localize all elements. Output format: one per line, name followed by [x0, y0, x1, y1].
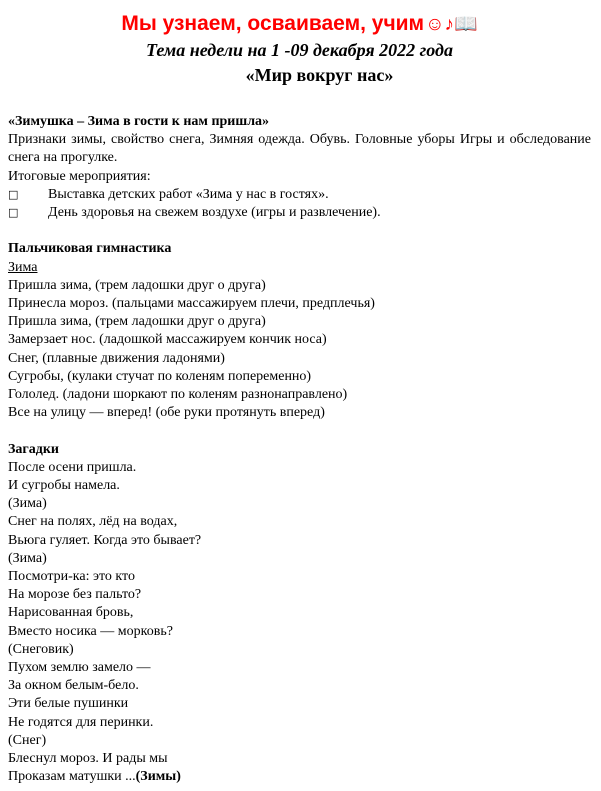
riddle-line: Эти белые пушинки — [8, 696, 129, 712]
riddle-answer: (Снеговик) — [8, 641, 74, 657]
section-heading-finger-gym: Пальчиковая гимнастика — [8, 241, 172, 257]
riddle-line: Вместо носика — морковь? — [8, 623, 173, 639]
document-title — [8, 10, 591, 38]
poem-line: Пришла зима, (трем ладошки друг о друга) — [8, 314, 266, 330]
poem-line: Снег, (плавные движения ладонями) — [8, 350, 225, 366]
list-item: □ Выставка детских работ «Зима у нас в гостях». — [8, 186, 591, 204]
riddle-line: Вьюга гуляет. Когда это бывает? — [8, 532, 202, 548]
poem-line: Замерзает нос. (ладошкой массажируем кончик носа) — [8, 332, 327, 348]
section-text-winter: Признаки зимы, свойство снега, Зимняя одежда. Обувь. Головные уборы Игры и обследование снега на прогулке. — [8, 132, 591, 166]
riddle-line: Блеснул мороз. И рады мы — [8, 751, 168, 767]
poem-title: Зима — [8, 259, 38, 275]
riddle-line: Посмотри-ка: это кто — [8, 569, 135, 585]
events-label: Итоговые мероприятия: — [8, 168, 151, 184]
riddle-line: На морозе без пальто? — [8, 587, 142, 603]
riddle-answer: (Снег) — [8, 732, 47, 748]
section-heading-riddles: Загадки — [8, 441, 59, 457]
title-emoji-icons: ☺♪📖 — [425, 14, 478, 35]
poem-line: Гололед. (ладони шоркают по коленям разнонаправлено) — [8, 387, 348, 403]
document-page — [8, 10, 591, 786]
section-heading-winter: «Зимушка – Зима в гости к нам пришла» — [8, 114, 270, 129]
riddle-answer-bold: (Зимы) — [135, 769, 181, 785]
riddle-line: За окном белым-бело. — [8, 678, 139, 694]
poem-line: Принесла мороз. (пальцами массажируем плечи, предплечья) — [8, 296, 375, 312]
poem-line: Все на улицу — вперед! (обе руки протянуть вперед) — [8, 405, 325, 421]
list-item: □ День здоровья на свежем воздухе (игры и развлечение). — [8, 204, 591, 222]
title-text: Мы узнаем, осваиваем, учим — [121, 12, 425, 35]
riddle-line-last: Проказам матушки ...(Зимы) — [8, 769, 181, 785]
poem-line: Пришла зима, (трем ладошки друг о друга) — [8, 277, 266, 293]
riddle-answer: (Зима) — [8, 550, 47, 566]
bullet-icon: □ — [8, 187, 19, 201]
riddle-answer: (Зима) — [8, 496, 47, 512]
riddle-line: И сугробы намела. — [8, 478, 120, 494]
riddle-line: Не годятся для перинки. — [8, 714, 154, 730]
riddle-line: Нарисованная бровь, — [8, 605, 134, 621]
riddle-line: После осени пришла. — [8, 459, 137, 475]
bullet-icon: □ — [8, 206, 19, 220]
week-subtitle: Тема недели на 1 -09 декабря 2022 года — [146, 40, 453, 60]
riddle-line: Пухом землю замело — — [8, 660, 151, 676]
riddle-line: Снег на полях, лёд на водах, — [8, 514, 178, 530]
poem-line: Сугробы, (кулаки стучат по коленям попеременно) — [8, 368, 312, 384]
week-theme: «Мир вокруг нас» — [245, 65, 394, 85]
